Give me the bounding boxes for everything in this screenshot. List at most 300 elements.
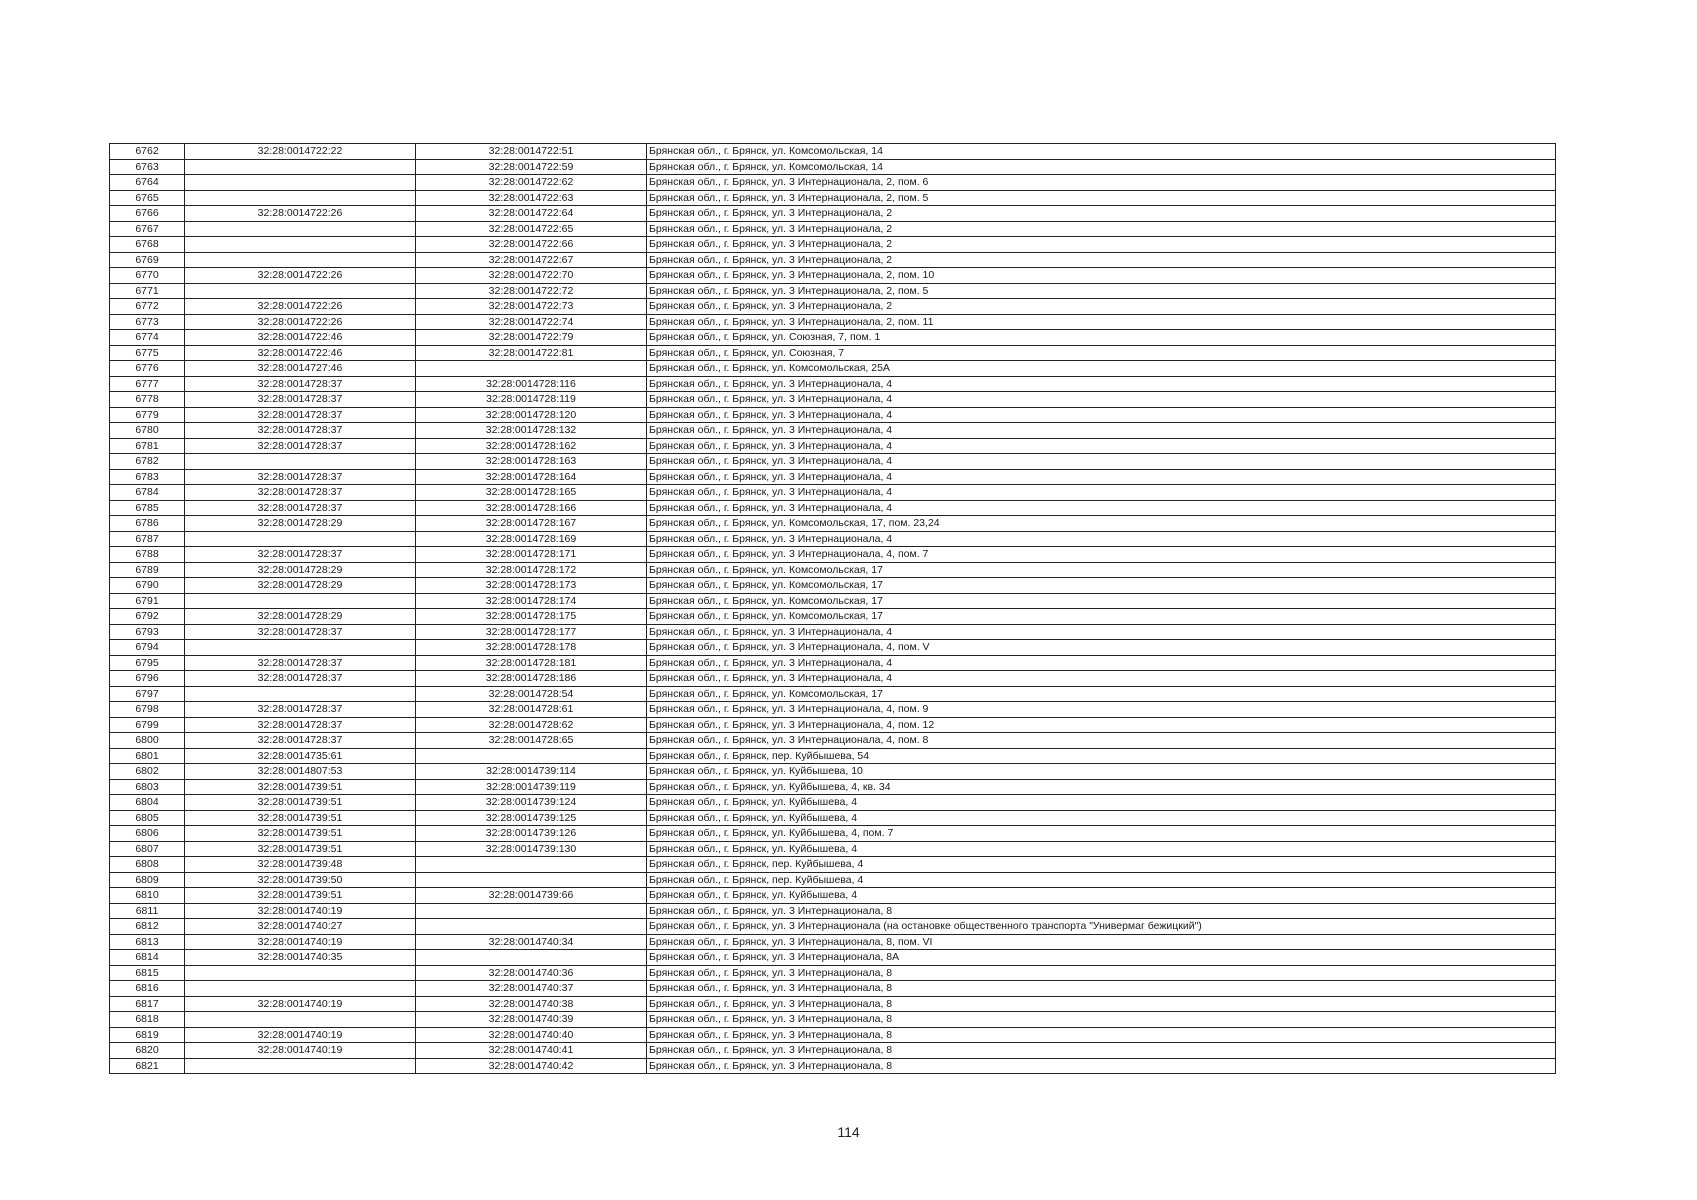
row-number-cell: 6808 — [110, 857, 185, 873]
address-cell: Брянская обл., г. Брянск, ул. 3 Интернационала, 2, пом. 10 — [647, 268, 1556, 284]
table-row — [110, 469, 1556, 485]
land-cadastral-number-cell: 32:28:0014728:29 — [185, 562, 416, 578]
row-number-cell: 6813 — [110, 934, 185, 950]
land-cadastral-number-cell — [185, 640, 416, 656]
object-cadastral-number-cell: 32:28:0014728:61 — [416, 702, 647, 718]
address-cell: Брянская обл., г. Брянск, ул. 3 Интернационала, 8, пом. VI — [647, 934, 1556, 950]
land-cadastral-number-cell: 32:28:0014728:29 — [185, 516, 416, 532]
land-cadastral-number-cell: 32:28:0014728:29 — [185, 578, 416, 594]
row-number-cell: 6771 — [110, 283, 185, 299]
address-cell: Брянская обл., г. Брянск, ул. 3 Интернационала, 2 — [647, 206, 1556, 222]
row-number-cell: 6819 — [110, 1027, 185, 1043]
table-row — [110, 221, 1556, 237]
address-cell: Брянская обл., г. Брянск, ул. 3 Интернационала, 4 — [647, 531, 1556, 547]
row-number-cell: 6780 — [110, 423, 185, 439]
object-cadastral-number-cell: 32:28:0014728:169 — [416, 531, 647, 547]
table-row — [110, 748, 1556, 764]
land-cadastral-number-cell: 32:28:0014739:51 — [185, 779, 416, 795]
address-cell: Брянская обл., г. Брянск, ул. 3 Интернационала, 4 — [647, 438, 1556, 454]
land-cadastral-number-cell — [185, 531, 416, 547]
table-row — [110, 624, 1556, 640]
table-row — [110, 810, 1556, 826]
address-cell: Брянская обл., г. Брянск, ул. 3 Интернационала, 8 — [647, 996, 1556, 1012]
object-cadastral-number-cell — [416, 903, 647, 919]
row-number-cell: 6817 — [110, 996, 185, 1012]
row-number-cell: 6795 — [110, 655, 185, 671]
object-cadastral-number-cell: 32:28:0014739:119 — [416, 779, 647, 795]
land-cadastral-number-cell — [185, 252, 416, 268]
table-row — [110, 950, 1556, 966]
object-cadastral-number-cell: 32:28:0014740:37 — [416, 981, 647, 997]
object-cadastral-number-cell: 32:28:0014728:164 — [416, 469, 647, 485]
row-number-cell: 6793 — [110, 624, 185, 640]
object-cadastral-number-cell: 32:28:0014728:171 — [416, 547, 647, 563]
table-row — [110, 283, 1556, 299]
table-row — [110, 717, 1556, 733]
object-cadastral-number-cell: 32:28:0014722:65 — [416, 221, 647, 237]
table-row — [110, 500, 1556, 516]
object-cadastral-number-cell: 32:28:0014740:34 — [416, 934, 647, 950]
table-row — [110, 438, 1556, 454]
land-cadastral-number-cell — [185, 981, 416, 997]
object-cadastral-number-cell — [416, 950, 647, 966]
land-cadastral-number-cell: 32:28:0014728:29 — [185, 609, 416, 625]
address-cell: Брянская обл., г. Брянск, ул. 3 Интернационала, 8 — [647, 981, 1556, 997]
object-cadastral-number-cell: 32:28:0014722:59 — [416, 159, 647, 175]
row-number-cell: 6811 — [110, 903, 185, 919]
table-row — [110, 686, 1556, 702]
table-row — [110, 795, 1556, 811]
land-cadastral-number-cell: 32:28:0014739:48 — [185, 857, 416, 873]
row-number-cell: 6809 — [110, 872, 185, 888]
row-number-cell: 6768 — [110, 237, 185, 253]
address-cell: Брянская обл., г. Брянск, ул. 3 Интернационала, 2, пом. 5 — [647, 283, 1556, 299]
address-cell: Брянская обл., г. Брянск, ул. Комсомольская, 14 — [647, 159, 1556, 175]
land-cadastral-number-cell: 32:28:0014728:37 — [185, 624, 416, 640]
land-cadastral-number-cell: 32:28:0014728:37 — [185, 702, 416, 718]
object-cadastral-number-cell — [416, 872, 647, 888]
row-number-cell: 6777 — [110, 376, 185, 392]
land-cadastral-number-cell: 32:28:0014728:37 — [185, 438, 416, 454]
row-number-cell: 6776 — [110, 361, 185, 377]
object-cadastral-number-cell: 32:28:0014739:125 — [416, 810, 647, 826]
address-cell: Брянская обл., г. Брянск, ул. Куйбышева, 4, пом. 7 — [647, 826, 1556, 842]
address-cell: Брянская обл., г. Брянск, ул. 3 Интернационала, 8 — [647, 965, 1556, 981]
address-cell: Брянская обл., г. Брянск, ул. 3 Интернационала, 8 — [647, 1027, 1556, 1043]
row-number-cell: 6772 — [110, 299, 185, 315]
land-cadastral-number-cell: 32:28:0014727:46 — [185, 361, 416, 377]
address-cell: Брянская обл., г. Брянск, ул. Куйбышева, 4 — [647, 888, 1556, 904]
address-cell: Брянская обл., г. Брянск, ул. 3 Интернационала, 2, пом. 11 — [647, 314, 1556, 330]
land-cadastral-number-cell: 32:28:0014739:51 — [185, 795, 416, 811]
object-cadastral-number-cell: 32:28:0014728:162 — [416, 438, 647, 454]
address-cell: Брянская обл., г. Брянск, ул. Куйбышева, 4 — [647, 810, 1556, 826]
object-cadastral-number-cell — [416, 857, 647, 873]
row-number-cell: 6786 — [110, 516, 185, 532]
address-cell: Брянская обл., г. Брянск, ул. 3 Интернационала, 2 — [647, 237, 1556, 253]
table-row — [110, 733, 1556, 749]
address-cell: Брянская обл., г. Брянск, ул. 3 Интернационала, 8 — [647, 1058, 1556, 1074]
address-cell: Брянская обл., г. Брянск, ул. 3 Интернационала, 2, пом. 5 — [647, 190, 1556, 206]
table-row — [110, 919, 1556, 935]
table-row — [110, 965, 1556, 981]
object-cadastral-number-cell: 32:28:0014722:70 — [416, 268, 647, 284]
land-cadastral-number-cell: 32:28:0014728:37 — [185, 500, 416, 516]
row-number-cell: 6798 — [110, 702, 185, 718]
row-number-cell: 6821 — [110, 1058, 185, 1074]
row-number-cell: 6765 — [110, 190, 185, 206]
address-cell: Брянская обл., г. Брянск, ул. 3 Интернационала, 4, пом. 9 — [647, 702, 1556, 718]
object-cadastral-number-cell — [416, 361, 647, 377]
object-cadastral-number-cell: 32:28:0014728:54 — [416, 686, 647, 702]
address-cell: Брянская обл., г. Брянск, пер. Куйбышева, 4 — [647, 857, 1556, 873]
address-cell: Брянская обл., г. Брянск, ул. 3 Интернационала, 4 — [647, 392, 1556, 408]
row-number-cell: 6787 — [110, 531, 185, 547]
land-cadastral-number-cell: 32:28:0014739:51 — [185, 810, 416, 826]
object-cadastral-number-cell: 32:28:0014728:178 — [416, 640, 647, 656]
row-number-cell: 6782 — [110, 454, 185, 470]
table-row — [110, 237, 1556, 253]
land-cadastral-number-cell — [185, 237, 416, 253]
land-cadastral-number-cell: 32:28:0014728:37 — [185, 485, 416, 501]
table-row — [110, 314, 1556, 330]
address-cell: Брянская обл., г. Брянск, ул. 3 Интернационала, 2 — [647, 299, 1556, 315]
address-cell: Брянская обл., г. Брянск, ул. 3 Интернационала, 4 — [647, 469, 1556, 485]
address-cell: Брянская обл., г. Брянск, ул. 3 Интернационала, 4, пом. 12 — [647, 717, 1556, 733]
address-cell: Брянская обл., г. Брянск, ул. Комсомольская, 17, пом. 23,24 — [647, 516, 1556, 532]
row-number-cell: 6807 — [110, 841, 185, 857]
table-row — [110, 361, 1556, 377]
row-number-cell: 6763 — [110, 159, 185, 175]
row-number-cell: 6770 — [110, 268, 185, 284]
row-number-cell: 6801 — [110, 748, 185, 764]
table-row — [110, 934, 1556, 950]
object-cadastral-number-cell: 32:28:0014728:177 — [416, 624, 647, 640]
object-cadastral-number-cell: 32:28:0014728:175 — [416, 609, 647, 625]
land-cadastral-number-cell: 32:28:0014722:26 — [185, 206, 416, 222]
table-row — [110, 1058, 1556, 1074]
address-cell: Брянская обл., г. Брянск, ул. 3 Интернационала, 2 — [647, 221, 1556, 237]
row-number-cell: 6796 — [110, 671, 185, 687]
row-number-cell: 6802 — [110, 764, 185, 780]
land-cadastral-number-cell — [185, 1058, 416, 1074]
land-cadastral-number-cell: 32:28:0014728:37 — [185, 733, 416, 749]
table-row — [110, 702, 1556, 718]
address-cell: Брянская обл., г. Брянск, ул. Куйбышева, 4, кв. 34 — [647, 779, 1556, 795]
address-cell: Брянская обл., г. Брянск, ул. Комсомольская, 17 — [647, 578, 1556, 594]
table-row — [110, 593, 1556, 609]
table-row — [110, 454, 1556, 470]
address-cell: Брянская обл., г. Брянск, ул. 3 Интернационала, 8А — [647, 950, 1556, 966]
address-cell: Брянская обл., г. Брянск, ул. 3 Интернационала, 2 — [647, 252, 1556, 268]
object-cadastral-number-cell: 32:28:0014722:64 — [416, 206, 647, 222]
object-cadastral-number-cell — [416, 748, 647, 764]
object-cadastral-number-cell: 32:28:0014722:67 — [416, 252, 647, 268]
land-cadastral-number-cell: 32:28:0014740:19 — [185, 934, 416, 950]
object-cadastral-number-cell: 32:28:0014739:114 — [416, 764, 647, 780]
land-cadastral-number-cell: 32:28:0014728:37 — [185, 671, 416, 687]
object-cadastral-number-cell: 32:28:0014722:51 — [416, 144, 647, 160]
land-cadastral-number-cell: 32:28:0014728:37 — [185, 547, 416, 563]
row-number-cell: 6806 — [110, 826, 185, 842]
land-cadastral-number-cell: 32:28:0014722:26 — [185, 299, 416, 315]
row-number-cell: 6792 — [110, 609, 185, 625]
row-number-cell: 6804 — [110, 795, 185, 811]
object-cadastral-number-cell: 32:28:0014740:41 — [416, 1043, 647, 1059]
table-row — [110, 159, 1556, 175]
table-row — [110, 872, 1556, 888]
registry-table-body — [110, 144, 1556, 1074]
address-cell: Брянская обл., г. Брянск, ул. Комсомольская, 14 — [647, 144, 1556, 160]
land-cadastral-number-cell: 32:28:0014722:46 — [185, 330, 416, 346]
land-cadastral-number-cell — [185, 175, 416, 191]
address-cell: Брянская обл., г. Брянск, ул. 3 Интернационала, 4, пом. V — [647, 640, 1556, 656]
address-cell: Брянская обл., г. Брянск, ул. 3 Интернационала, 4, пом. 8 — [647, 733, 1556, 749]
table-row — [110, 299, 1556, 315]
object-cadastral-number-cell: 32:28:0014739:126 — [416, 826, 647, 842]
table-row — [110, 826, 1556, 842]
address-cell: Брянская обл., г. Брянск, ул. Союзная, 7 — [647, 345, 1556, 361]
table-row — [110, 206, 1556, 222]
object-cadastral-number-cell: 32:28:0014728:186 — [416, 671, 647, 687]
table-row — [110, 407, 1556, 423]
row-number-cell: 6788 — [110, 547, 185, 563]
object-cadastral-number-cell: 32:28:0014722:62 — [416, 175, 647, 191]
land-cadastral-number-cell: 32:28:0014739:51 — [185, 888, 416, 904]
land-cadastral-number-cell: 32:28:0014728:37 — [185, 407, 416, 423]
object-cadastral-number-cell: 32:28:0014722:74 — [416, 314, 647, 330]
table-row — [110, 1012, 1556, 1028]
address-cell: Брянская обл., г. Брянск, ул. 3 Интернационала, 2, пом. 6 — [647, 175, 1556, 191]
address-cell: Брянская обл., г. Брянск, пер. Куйбышева, 4 — [647, 872, 1556, 888]
table-row — [110, 376, 1556, 392]
land-cadastral-number-cell — [185, 454, 416, 470]
land-cadastral-number-cell: 32:28:0014728:37 — [185, 717, 416, 733]
address-cell: Брянская обл., г. Брянск, ул. 3 Интернационала, 4 — [647, 624, 1556, 640]
table-row — [110, 578, 1556, 594]
land-cadastral-number-cell — [185, 593, 416, 609]
address-cell: Брянская обл., г. Брянск, ул. Союзная, 7, пом. 1 — [647, 330, 1556, 346]
address-cell: Брянская обл., г. Брянск, ул. Куйбышева, 4 — [647, 795, 1556, 811]
land-cadastral-number-cell: 32:28:0014728:37 — [185, 376, 416, 392]
address-cell: Брянская обл., г. Брянск, ул. Комсомольская, 17 — [647, 609, 1556, 625]
object-cadastral-number-cell: 32:28:0014739:130 — [416, 841, 647, 857]
table-row — [110, 671, 1556, 687]
object-cadastral-number-cell: 32:28:0014728:172 — [416, 562, 647, 578]
table-row — [110, 981, 1556, 997]
row-number-cell: 6774 — [110, 330, 185, 346]
table-row — [110, 330, 1556, 346]
row-number-cell: 6767 — [110, 221, 185, 237]
land-cadastral-number-cell: 32:28:0014728:37 — [185, 655, 416, 671]
land-cadastral-number-cell: 32:28:0014735:61 — [185, 748, 416, 764]
object-cadastral-number-cell: 32:28:0014740:36 — [416, 965, 647, 981]
address-cell: Брянская обл., г. Брянск, ул. 3 Интернационала, 4 — [647, 485, 1556, 501]
land-cadastral-number-cell: 32:28:0014722:26 — [185, 268, 416, 284]
row-number-cell: 6791 — [110, 593, 185, 609]
land-cadastral-number-cell — [185, 686, 416, 702]
land-cadastral-number-cell — [185, 221, 416, 237]
row-number-cell: 6781 — [110, 438, 185, 454]
object-cadastral-number-cell: 32:28:0014739:66 — [416, 888, 647, 904]
table-row — [110, 640, 1556, 656]
row-number-cell: 6805 — [110, 810, 185, 826]
object-cadastral-number-cell: 32:28:0014722:81 — [416, 345, 647, 361]
row-number-cell: 6762 — [110, 144, 185, 160]
land-cadastral-number-cell — [185, 190, 416, 206]
object-cadastral-number-cell: 32:28:0014728:167 — [416, 516, 647, 532]
object-cadastral-number-cell: 32:28:0014728:173 — [416, 578, 647, 594]
land-cadastral-number-cell: 32:28:0014739:50 — [185, 872, 416, 888]
land-cadastral-number-cell: 32:28:0014740:19 — [185, 996, 416, 1012]
object-cadastral-number-cell: 32:28:0014722:66 — [416, 237, 647, 253]
registry-table — [109, 143, 1556, 1074]
object-cadastral-number-cell: 32:28:0014722:79 — [416, 330, 647, 346]
land-cadastral-number-cell: 32:28:0014728:37 — [185, 392, 416, 408]
row-number-cell: 6799 — [110, 717, 185, 733]
table-row — [110, 1043, 1556, 1059]
land-cadastral-number-cell: 32:28:0014740:35 — [185, 950, 416, 966]
table-row — [110, 562, 1556, 578]
row-number-cell: 6778 — [110, 392, 185, 408]
row-number-cell: 6820 — [110, 1043, 185, 1059]
object-cadastral-number-cell: 32:28:0014728:165 — [416, 485, 647, 501]
table-row — [110, 485, 1556, 501]
row-number-cell: 6803 — [110, 779, 185, 795]
address-cell: Брянская обл., г. Брянск, ул. Комсомольская, 17 — [647, 562, 1556, 578]
land-cadastral-number-cell: 32:28:0014739:51 — [185, 826, 416, 842]
row-number-cell: 6794 — [110, 640, 185, 656]
object-cadastral-number-cell — [416, 919, 647, 935]
land-cadastral-number-cell: 32:28:0014740:19 — [185, 1027, 416, 1043]
land-cadastral-number-cell: 32:28:0014807:53 — [185, 764, 416, 780]
row-number-cell: 6816 — [110, 981, 185, 997]
object-cadastral-number-cell: 32:28:0014728:132 — [416, 423, 647, 439]
table-row — [110, 175, 1556, 191]
row-number-cell: 6783 — [110, 469, 185, 485]
address-cell: Брянская обл., г. Брянск, ул. 3 Интернационала, 4 — [647, 376, 1556, 392]
land-cadastral-number-cell: 32:28:0014722:22 — [185, 144, 416, 160]
row-number-cell: 6815 — [110, 965, 185, 981]
table-row — [110, 764, 1556, 780]
object-cadastral-number-cell: 32:28:0014722:73 — [416, 299, 647, 315]
object-cadastral-number-cell: 32:28:0014728:65 — [416, 733, 647, 749]
object-cadastral-number-cell: 32:28:0014728:119 — [416, 392, 647, 408]
table-row — [110, 252, 1556, 268]
row-number-cell: 6785 — [110, 500, 185, 516]
object-cadastral-number-cell: 32:28:0014728:166 — [416, 500, 647, 516]
table-row — [110, 857, 1556, 873]
table-row — [110, 531, 1556, 547]
table-row — [110, 903, 1556, 919]
row-number-cell: 6779 — [110, 407, 185, 423]
row-number-cell: 6797 — [110, 686, 185, 702]
table-row — [110, 655, 1556, 671]
row-number-cell: 6789 — [110, 562, 185, 578]
address-cell: Брянская обл., г. Брянск, ул. Комсомольская, 17 — [647, 686, 1556, 702]
address-cell: Брянская обл., г. Брянск, ул. 3 Интернационала, 4 — [647, 500, 1556, 516]
land-cadastral-number-cell: 32:28:0014728:37 — [185, 423, 416, 439]
object-cadastral-number-cell: 32:28:0014740:39 — [416, 1012, 647, 1028]
row-number-cell: 6784 — [110, 485, 185, 501]
address-cell: Брянская обл., г. Брянск, ул. Куйбышева, 4 — [647, 841, 1556, 857]
address-cell: Брянская обл., г. Брянск, пер. Куйбышева, 54 — [647, 748, 1556, 764]
address-cell: Брянская обл., г. Брянск, ул. 3 Интернационала, 8 — [647, 1043, 1556, 1059]
table-row — [110, 888, 1556, 904]
land-cadastral-number-cell: 32:28:0014739:51 — [185, 841, 416, 857]
table-row — [110, 547, 1556, 563]
object-cadastral-number-cell: 32:28:0014728:163 — [416, 454, 647, 470]
table-row — [110, 345, 1556, 361]
address-cell: Брянская обл., г. Брянск, ул. 3 Интернационала, 4 — [647, 671, 1556, 687]
land-cadastral-number-cell — [185, 283, 416, 299]
object-cadastral-number-cell: 32:28:0014728:120 — [416, 407, 647, 423]
row-number-cell: 6812 — [110, 919, 185, 935]
land-cadastral-number-cell: 32:28:0014728:37 — [185, 469, 416, 485]
address-cell: Брянская обл., г. Брянск, ул. 3 Интернационала, 4 — [647, 454, 1556, 470]
object-cadastral-number-cell: 32:28:0014740:42 — [416, 1058, 647, 1074]
object-cadastral-number-cell: 32:28:0014728:181 — [416, 655, 647, 671]
table-row — [110, 996, 1556, 1012]
page-number: 114 — [837, 1124, 860, 1140]
land-cadastral-number-cell — [185, 159, 416, 175]
object-cadastral-number-cell: 32:28:0014722:63 — [416, 190, 647, 206]
table-row — [110, 609, 1556, 625]
land-cadastral-number-cell: 32:28:0014740:19 — [185, 903, 416, 919]
row-number-cell: 6814 — [110, 950, 185, 966]
table-row — [110, 516, 1556, 532]
address-cell: Брянская обл., г. Брянск, ул. 3 Интернационала, 4 — [647, 655, 1556, 671]
land-cadastral-number-cell — [185, 1012, 416, 1028]
land-cadastral-number-cell: 32:28:0014740:27 — [185, 919, 416, 935]
row-number-cell: 6818 — [110, 1012, 185, 1028]
land-cadastral-number-cell: 32:28:0014722:26 — [185, 314, 416, 330]
row-number-cell: 6800 — [110, 733, 185, 749]
table-row — [110, 268, 1556, 284]
address-cell: Брянская обл., г. Брянск, ул. 3 Интернационала, 4, пом. 7 — [647, 547, 1556, 563]
table-row — [110, 841, 1556, 857]
table-row — [110, 190, 1556, 206]
row-number-cell: 6773 — [110, 314, 185, 330]
address-cell: Брянская обл., г. Брянск, ул. 3 Интернационала, 4 — [647, 423, 1556, 439]
object-cadastral-number-cell: 32:28:0014728:174 — [416, 593, 647, 609]
address-cell: Брянская обл., г. Брянск, ул. Куйбышева, 10 — [647, 764, 1556, 780]
table-row — [110, 423, 1556, 439]
table-row — [110, 1027, 1556, 1043]
address-cell: Брянская обл., г. Брянск, ул. 3 Интернационала, 8 — [647, 903, 1556, 919]
object-cadastral-number-cell: 32:28:0014722:72 — [416, 283, 647, 299]
object-cadastral-number-cell: 32:28:0014739:124 — [416, 795, 647, 811]
land-cadastral-number-cell: 32:28:0014722:46 — [185, 345, 416, 361]
address-cell: Брянская обл., г. Брянск, ул. 3 Интернационала, 8 — [647, 1012, 1556, 1028]
row-number-cell: 6766 — [110, 206, 185, 222]
row-number-cell: 6769 — [110, 252, 185, 268]
address-cell: Брянская обл., г. Брянск, ул. 3 Интернационала, 4 — [647, 407, 1556, 423]
address-cell: Брянская обл., г. Брянск, ул. Комсомольская, 17 — [647, 593, 1556, 609]
table-row — [110, 779, 1556, 795]
land-cadastral-number-cell — [185, 965, 416, 981]
address-cell: Брянская обл., г. Брянск, ул. Комсомольская, 25А — [647, 361, 1556, 377]
row-number-cell: 6775 — [110, 345, 185, 361]
row-number-cell: 6790 — [110, 578, 185, 594]
object-cadastral-number-cell: 32:28:0014740:38 — [416, 996, 647, 1012]
table-row — [110, 144, 1556, 160]
row-number-cell: 6764 — [110, 175, 185, 191]
row-number-cell: 6810 — [110, 888, 185, 904]
table-row — [110, 392, 1556, 408]
object-cadastral-number-cell: 32:28:0014740:40 — [416, 1027, 647, 1043]
land-cadastral-number-cell: 32:28:0014740:19 — [185, 1043, 416, 1059]
